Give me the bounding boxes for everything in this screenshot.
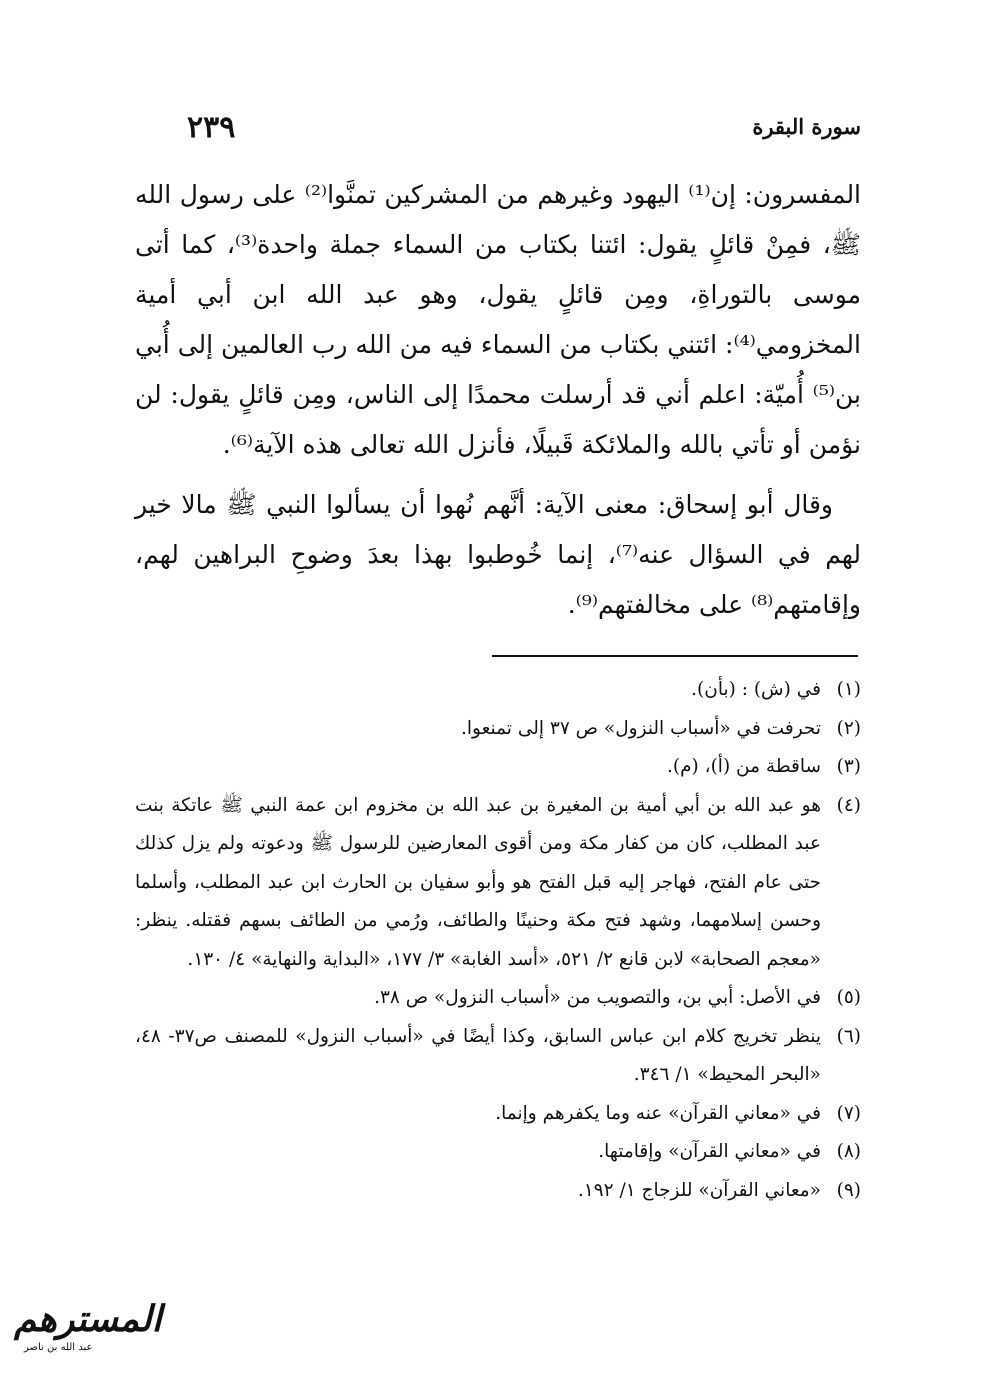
footnote-1 — [135, 671, 861, 710]
footnote-text: في الأصل: أبي بن، والتصويب من «أسباب النزول» ص ٣٨. — [374, 987, 821, 1008]
footnote-number: (٨) — [836, 1141, 861, 1162]
footnote-divider — [492, 655, 858, 657]
footnote-number: (٤) — [836, 794, 861, 816]
stamp-caption: عبد الله بن ناصر — [24, 1342, 93, 1353]
footnote-text: «معاني القرآن» للزجاج ١/ ١٩٢. — [577, 1179, 821, 1201]
footnote-number: (٥) — [836, 987, 861, 1008]
footnote-9 — [135, 1172, 861, 1211]
footnote-text: ينظر تخريج كلام ابن عباس السابق، وكذا أيضًا في «أسباب النزول» للمصنف ص٣٧- ٤٨، «البحر المحيط» ١/ ٣٤٦. — [135, 1025, 821, 1085]
footnote-number: (٩) — [836, 1179, 861, 1201]
footnote-3 — [135, 748, 861, 787]
footnote-text: هو عبد الله بن أبي أمية بن المغيرة بن عبد الله بن مخزوم ابن عمة النبي ﷺ عاتكة بنت عبد المطلب، كان من كفار مكة ومن أقوى المعارضين للرسول ﷺ ودعوته ولم يزل كذلك حتى عام الفتح، فهاجر إليه قبل الفتح هو وأبو سفيان بن الحارث ابن عبد المطلب، وأسلما وحسن إسلامهما، وشهد فتح مكة وحنينًا والطائف، ورُمي من الطائف بسهم فقتله. ينظر: «معجم الصحابة» لابن قانع ٢/ ٥٢١، «أسد الغابة» ٣/ ١٧٧، «البداية والنهاية» ٤/ ١٣٠. — [135, 794, 821, 970]
footnote-5 — [135, 979, 861, 1018]
footnote-text: ساقطة من (أ)، (م). — [666, 756, 821, 777]
footnote-8 — [135, 1133, 861, 1172]
footnote-number: (٣) — [836, 756, 861, 777]
footnote-7 — [135, 1095, 861, 1134]
footnote-number: (٧) — [836, 1102, 861, 1124]
paragraph-2: وقال أبو إسحاق: معنى الآية: أنَّهم نُهوا أن يسألوا النبي ﷺ مالا خير لهم في السؤال عنه⁽⁷⁾، إنما خُوطبوا بهذا بعدَ وضوحِ البراهين لهم، وإقامتهم⁽⁸⁾ على مخالفتهم⁽⁹⁾. — [135, 490, 861, 619]
surah-title: سورة البقرة — [752, 114, 861, 139]
footnote-2 — [135, 710, 861, 749]
footnote-text: تحرفت في «أسباب النزول» ص ٣٧ إلى تمنعوا. — [461, 717, 821, 739]
watermark-stamp — [10, 1290, 162, 1370]
footnote-text: في «معاني القرآن» عنه وما يكفرهم وإنما. — [495, 1102, 821, 1124]
footnote-number: (٢) — [836, 717, 861, 739]
footnote-text: في «معاني القرآن» وإقامتها. — [598, 1141, 821, 1162]
footnotes — [135, 671, 861, 1210]
page-header — [135, 110, 861, 150]
footnote-number: (٦) — [836, 1025, 861, 1047]
main-text — [135, 170, 861, 630]
stamp-logo-text: المسترهم — [14, 1298, 162, 1340]
footnote-6 — [135, 1018, 861, 1095]
footnote-number: (١) — [836, 679, 861, 700]
footnote-text: في (ش) : (بأن). — [691, 679, 821, 700]
footnote-4 — [135, 787, 861, 980]
paragraph-1: المفسرون: إن⁽¹⁾ اليهود وغيرهم من المشركين تمنَّوا⁽²⁾ على رسول الله ﷺ، فمِنْ قائلٍ يقول: ائتنا بكتاب من السماء جملة واحدة⁽³⁾، كما أتى موسى بالتوراةِ، ومِن قائلٍ يقول، وهو عبد الله ابن أبي أمية المخزومي⁽⁴⁾: ائتني بكتاب من السماء فيه من الله رب العالمين إلى أُبي بن⁽⁵⁾ أُميّة: اعلم أني قد أرسلت محمدًا إلى الناس، ومِن قائلٍ يقول: لن نؤمن أو تأتي بالله والملائكة قَبيلًا، فأنزل الله تعالى هذه الآية⁽⁶⁾. — [135, 180, 862, 459]
page-number: ٢٣٩ — [187, 110, 236, 145]
